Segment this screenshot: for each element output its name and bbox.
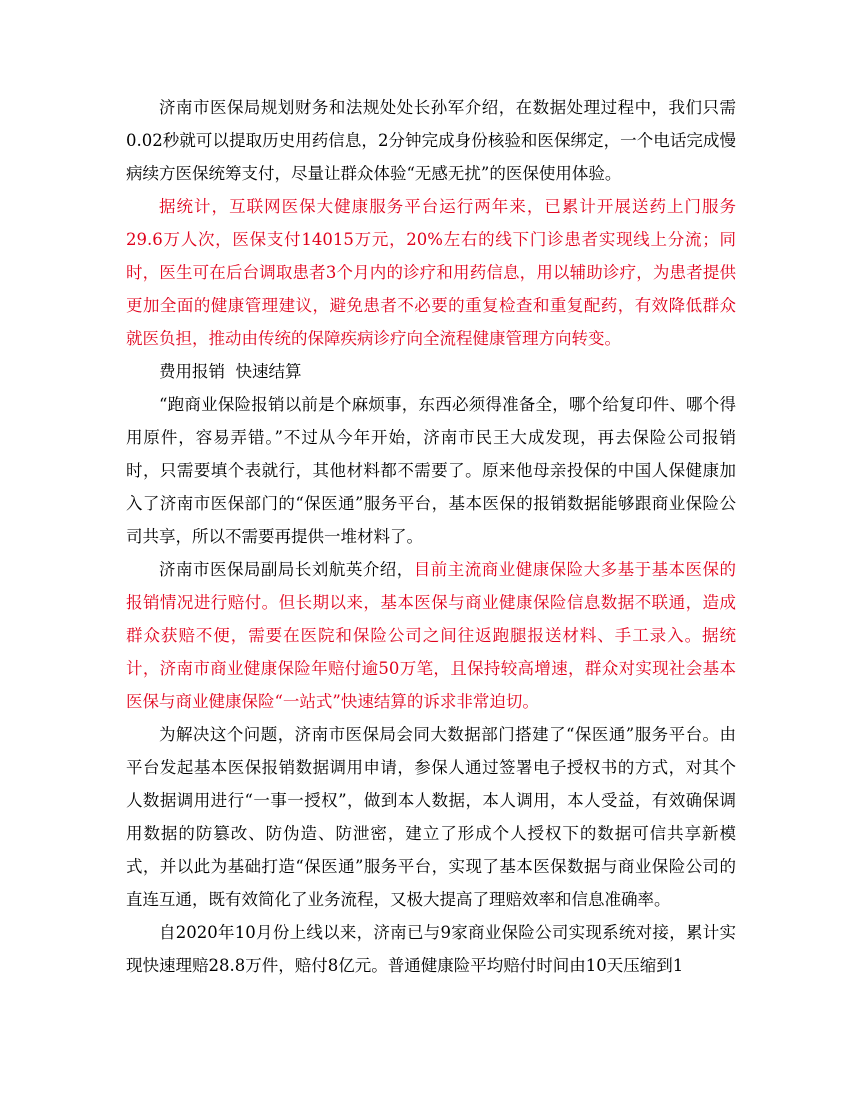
paragraph-text: 自2020年10月份上线以来，济南已与9家商业保险公司实现系统对接，累计实现快速理赔28.8万件，赔付8亿元。普通健康险平均赔付时间由10天压缩到1 [126,923,736,975]
document-page [126,91,736,982]
heading-text: 费用报销 快速结算 [159,362,302,381]
paragraph-5 [126,718,736,916]
paragraph-text: “跑商业保险报销以前是个麻烦事，东西必须得准备全，哪个给复印件、哪个得用原件，容易弄错。”不过从今年开始，济南市民王大成发现，再去保险公司报销时，只需要填个表就行，其他材料都不需要了。原来他母亲投保的中国人保健康加入了济南市医保部门的“保医通”服务平台，基本医保的报销数据能够跟商业保险公司共享，所以不需要再提供一堆材料了。 [126,395,736,546]
section-heading [126,355,736,388]
paragraph-text: 为解决这个问题，济南市医保局会同大数据部门搭建了“保医通”服务平台。由平台发起基本医保报销数据调用申请，参保人通过签署电子授权书的方式，对其个人数据调用进行“一事一授权”，做到本人数据，本人调用，本人受益，有效确保调用数据的防篡改、防伪造、防泄密，建立了形成个人授权下的数据可信共享新模式，并以此为基础打造“保医通”服务平台，实现了基本医保数据与商业保险公司的直连互通，既有效简化了业务流程，又极大提高了理赔效率和信息准确率。 [126,725,736,909]
paragraph-3 [126,388,736,553]
paragraph-text: 济南市医保局副局长刘航英介绍， [159,560,414,579]
paragraph-1 [126,91,736,190]
paragraph-6 [126,916,736,982]
paragraph-4 [126,553,736,718]
paragraph-2 [126,190,736,355]
paragraph-text: 济南市医保局规划财务和法规处处长孙军介绍，在数据处理过程中，我们只需0.02秒就可以提取历史用药信息，2分钟完成身份核验和医保绑定，一个电话完成慢病续方医保统筹支付，尽量让群众体验“无感无扰”的医保使用体验。 [126,98,736,183]
paragraph-text: 据统计，互联网医保大健康服务平台运行两年来，已累计开展送药上门服务29.6万人次，医保支付14015万元，20%左右的线下门诊患者实现线上分流；同时，医生可在后台调取患者3个月内的诊疗和用药信息，用以辅助诊疗，为患者提供更加全面的健康管理建议，避免患者不必要的重复检查和重复配药，有效降低群众就医负担，推动由传统的保障疾病诊疗向全流程健康管理方向转变。 [126,197,736,348]
paragraph-highlight-text: 目前主流商业健康保险大多基于基本医保的报销情况进行赔付。但长期以来，基本医保与商业健康保险信息数据不联通，造成群众获赔不便，需要在医院和保险公司之间往返跑腿报送材料、手工录入。据统计，济南市商业健康保险年赔付逾50万笔，且保持较高增速，群众对实现社会基本医保与商业健康保险“一站式”快速结算的诉求非常迫切。 [126,560,737,711]
